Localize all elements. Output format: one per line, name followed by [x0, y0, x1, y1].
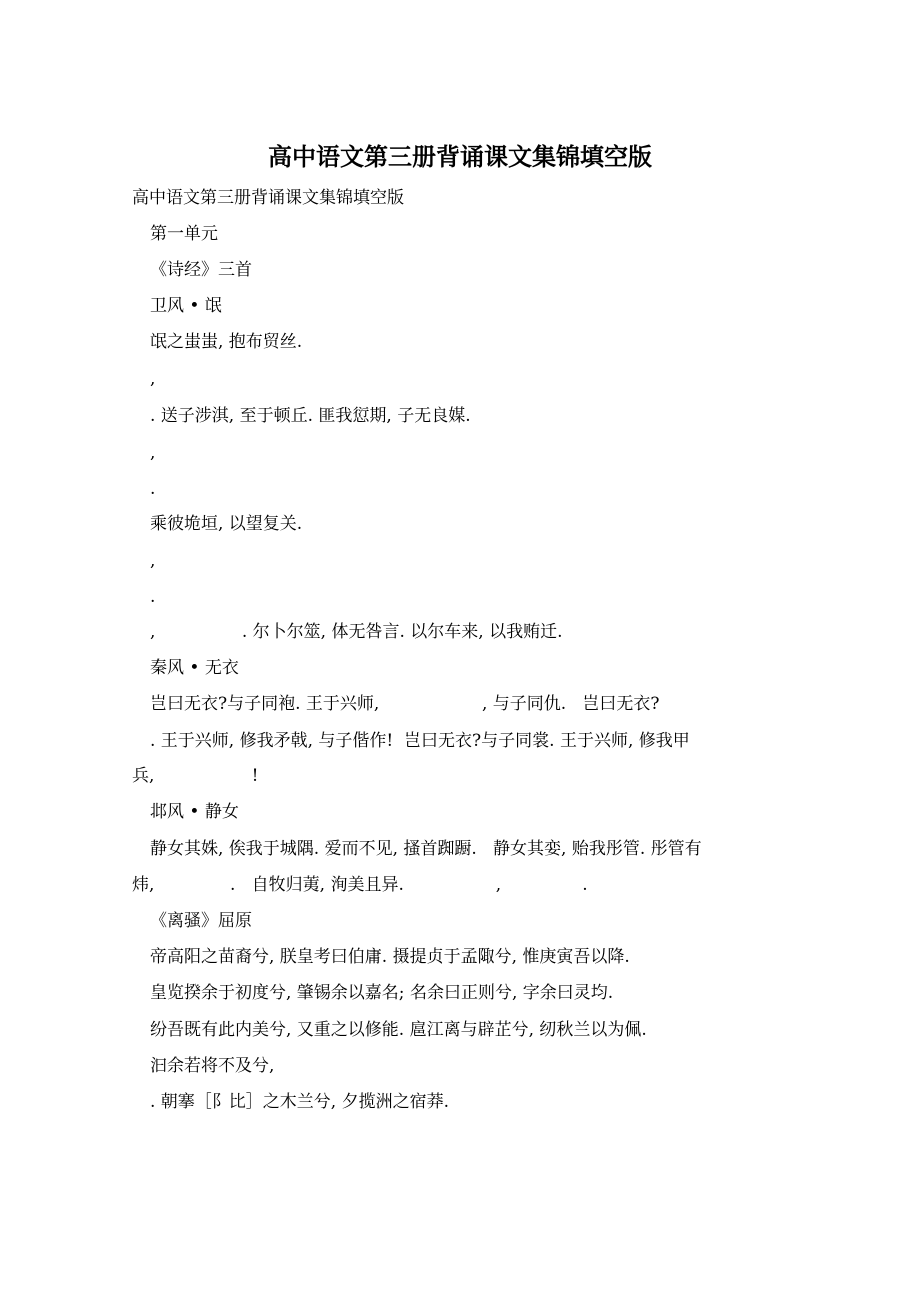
text-line: 汩余若将不及兮, [150, 1056, 275, 1076]
section-heading: 第一单元 [150, 224, 218, 244]
document-title: 高中语文第三册背诵课文集锦填空版 [268, 142, 652, 171]
text-line: 卫风 • 氓 [150, 296, 222, 316]
text-line: 氓之蚩蚩, 抱布贸丝. [150, 332, 303, 352]
text-line: 静女其姝, 俟我于城隅. 爱而不见, 搔首踟蹰. 静女其娈, 贻我彤管. 彤管有 [150, 839, 702, 859]
text-line: , [150, 443, 156, 463]
text-line: . [150, 479, 156, 499]
text-line: 《离骚》屈原 [150, 911, 252, 931]
text-line: 邶风 • 静女 [150, 802, 239, 822]
text-line: 《诗经》三首 [150, 260, 252, 280]
text-line: . [150, 587, 156, 607]
text-line: . 王于兴师, 修我矛戟, 与子偕作! 岂曰无衣?与子同裳. 王于兴师, 修我甲 [150, 731, 690, 751]
text-line: , . 尔卜尔筮, 体无咎言. 以尔车来, 以我贿迁. [150, 622, 563, 642]
text-line: . 朝搴［阝比］之木兰兮, 夕揽洲之宿莽. [150, 1092, 450, 1112]
text-line: 高中语文第三册背诵课文集锦填空版 [132, 188, 404, 208]
text-line: 岂曰无衣?与子同袍. 王于兴师, , 与子同仇. 岂曰无衣? [150, 694, 660, 714]
text-line: 兵, ! [132, 766, 259, 786]
text-line: 皇览揆余于初度兮, 肇锡余以嘉名; 名余曰正则兮, 字余曰灵均. [150, 983, 614, 1003]
text-line: 秦风 • 无衣 [150, 658, 239, 678]
text-line: . 送子涉淇, 至于顿丘. 匪我愆期, 子无良媒. [150, 406, 471, 426]
text-line: 纷吾既有此内美兮, 又重之以修能. 扈江离与辟芷兮, 纫秋兰以为佩. [150, 1020, 647, 1040]
text-line: 乘彼垝垣, 以望复关. [150, 514, 303, 534]
text-line: , [150, 369, 156, 389]
text-line: 炜, . 自牧归荑, 洵美且异. , . [132, 875, 588, 895]
text-line: , [150, 551, 156, 571]
text-line: 帝高阳之苗裔兮, 朕皇考曰伯庸. 摄提贞于孟陬兮, 惟庚寅吾以降. [150, 947, 630, 967]
